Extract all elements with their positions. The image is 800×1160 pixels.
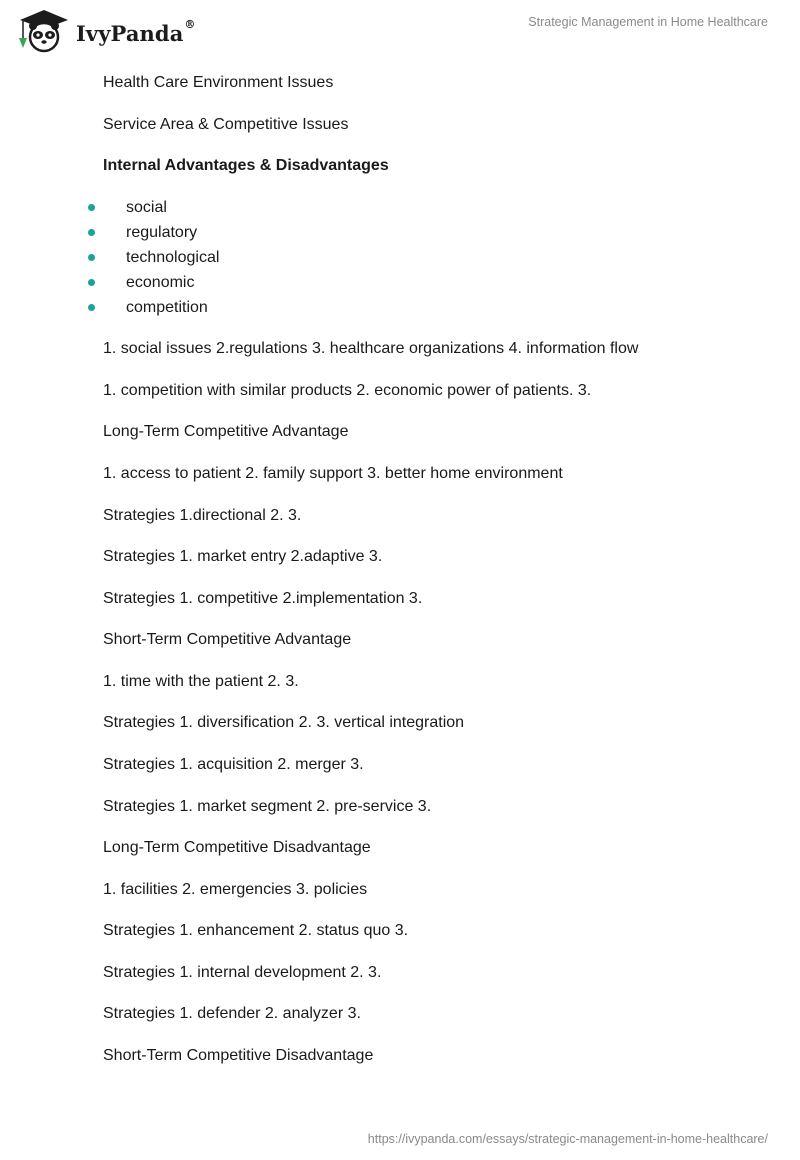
text-line: Strategies 1. diversification 2. 3. vertical integration (103, 714, 465, 731)
bullet-dot-icon (88, 279, 95, 286)
text-line: Strategies 1. market segment 2. pre-service 3. (103, 798, 432, 815)
ivypanda-logo[interactable] (14, 8, 196, 54)
section-heading: Long-Term Competitive Advantage (103, 423, 349, 440)
list-item: economic (86, 273, 219, 298)
panda-graduation-cap-icon (14, 8, 72, 54)
text-line: 1. facilities 2. emergencies 3. policies (103, 881, 368, 898)
list-item: technological (86, 248, 219, 273)
bullet-dot-icon (88, 254, 95, 261)
section-heading: Long-Term Competitive Disadvantage (103, 839, 371, 856)
bullet-dot-icon (88, 304, 95, 311)
registered-mark: ® (184, 17, 196, 31)
list-item: competition (86, 298, 219, 323)
bullet-list (86, 198, 219, 323)
bullet-dot-icon (88, 204, 95, 211)
bullet-dot-icon (88, 229, 95, 236)
list-item: regulatory (86, 223, 219, 248)
heading-service-area: Service Area & Competitive Issues (103, 116, 349, 133)
document-title: Strategic Management in Home Healthcare (528, 15, 768, 29)
text-line: 1. access to patient 2. family support 3. better home environment (103, 465, 563, 482)
text-line: Strategies 1. enhancement 2. status quo 3. (103, 922, 409, 939)
list-item: social (86, 198, 219, 223)
text-line: 1. competition with similar products 2. economic power of patients. 3. (103, 382, 592, 399)
text-line: Strategies 1. internal development 2. 3. (103, 964, 382, 981)
logo-text: IvyPanda® (76, 17, 196, 46)
text-line: 1. social issues 2.regulations 3. healthcare organizations 4. information flow (103, 340, 639, 357)
heading-health-care-environment: Health Care Environment Issues (103, 74, 334, 91)
text-line: Strategies 1. acquisition 2. merger 3. (103, 756, 364, 773)
text-line: Strategies 1. market entry 2.adaptive 3. (103, 548, 383, 565)
text-line: Strategies 1. defender 2. analyzer 3. (103, 1005, 361, 1022)
footer-url[interactable]: https://ivypanda.com/essays/strategic-management-in-home-healthcare/ (367, 1132, 768, 1146)
page-header (0, 0, 800, 60)
section-heading: Short-Term Competitive Disadvantage (103, 1047, 374, 1064)
section-heading: Short-Term Competitive Advantage (103, 631, 352, 648)
heading-internal-advantages: Internal Advantages & Disadvantages (103, 157, 389, 174)
text-line: Strategies 1. competitive 2.implementation 3. (103, 590, 423, 607)
text-line: 1. time with the patient 2. 3. (103, 673, 299, 690)
text-line: Strategies 1.directional 2. 3. (103, 507, 302, 524)
